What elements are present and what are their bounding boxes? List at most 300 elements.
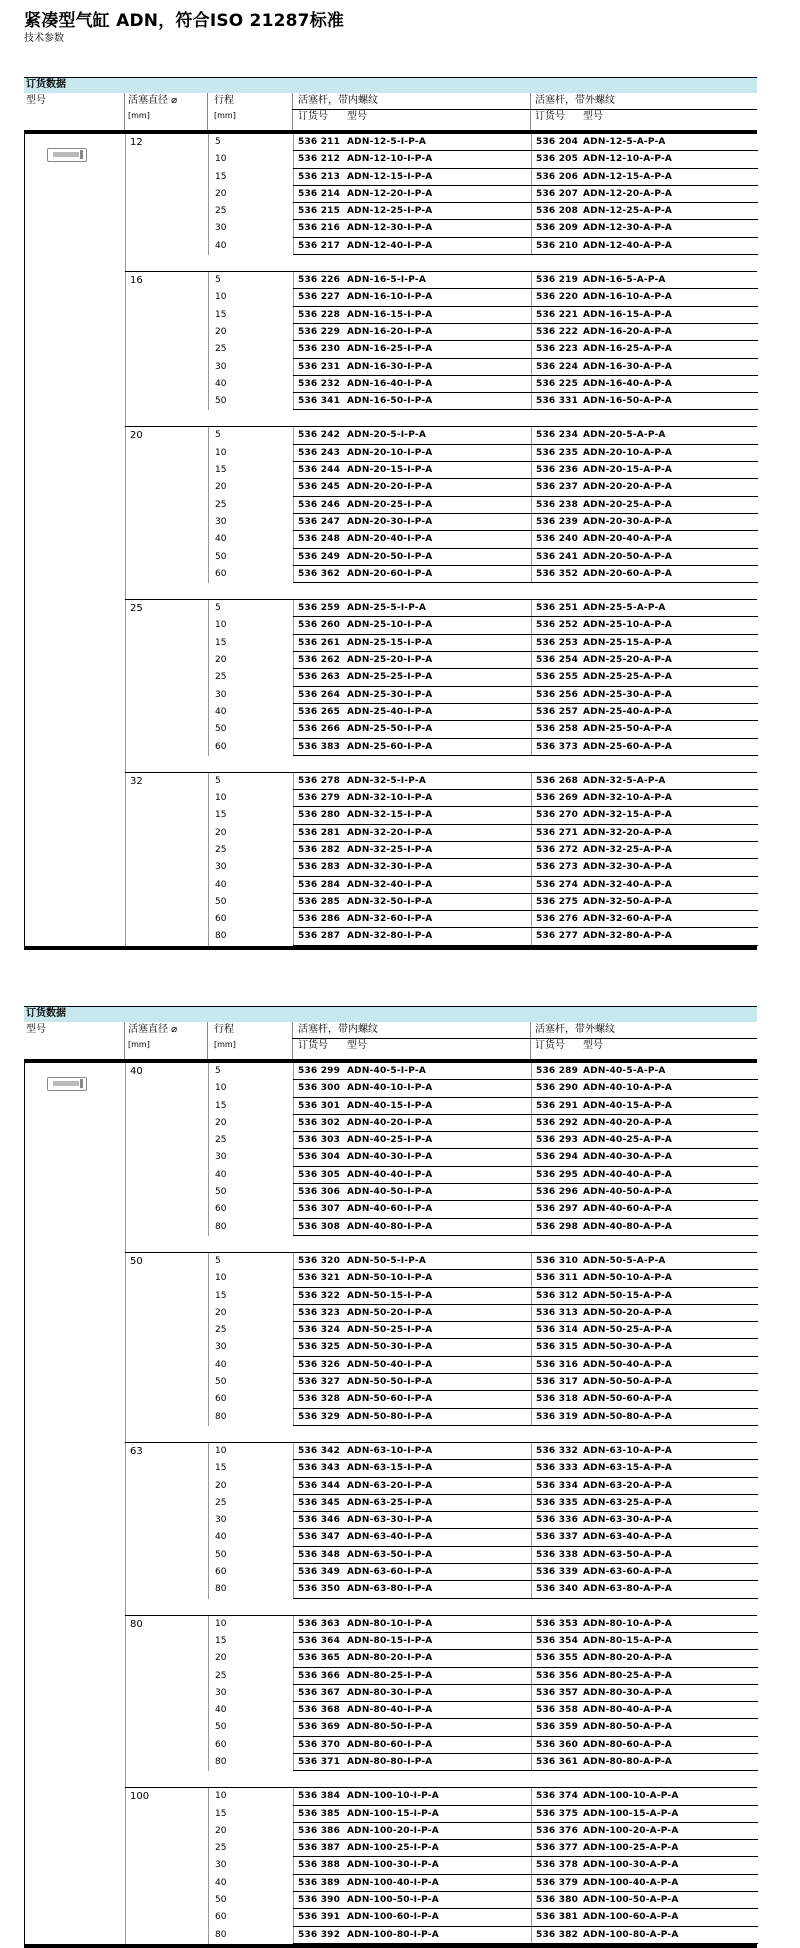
int-order-number: 536 346 [298, 1515, 341, 1526]
ext-order-number: 536 220 [536, 292, 579, 303]
int-order-number: 536 242 [298, 430, 341, 441]
stroke-value: 10 [215, 1791, 227, 1802]
int-order-number: 536 299 [298, 1066, 341, 1076]
stroke-value: 5 [215, 1066, 221, 1076]
ext-order-number: 536 297 [536, 1204, 579, 1215]
int-model-code: ADN-80-80-I-P-A [347, 1756, 433, 1767]
int-model-code: ADN-40-20-I-P-A [347, 1117, 433, 1128]
stroke-value: 40 [215, 706, 227, 717]
int-model-code: ADN-50-60-I-P-A [347, 1394, 433, 1405]
stroke-value: 40 [215, 1169, 227, 1180]
order-no-label-ext: 订货号 [535, 111, 565, 122]
int-model-code: ADN-20-30-I-P-A [347, 516, 433, 527]
ext-order-number: 536 339 [536, 1567, 579, 1578]
table-row [25, 894, 757, 911]
ext-order-number: 536 373 [536, 741, 579, 752]
ext-model-code: ADN-20-20-A-P-A [583, 482, 673, 493]
table-row [25, 1219, 757, 1236]
ext-order-number: 536 209 [536, 223, 579, 234]
group-spacer [25, 1236, 757, 1252]
ext-model-code: ADN-32-40-A-P-A [583, 879, 673, 890]
piston-diameter: 63 [130, 1445, 143, 1457]
ext-order-number: 536 375 [536, 1808, 579, 1819]
int-model-code: ADN-100-40-I-P-A [347, 1877, 439, 1888]
ext-model-code: ADN-40-50-A-P-A [583, 1187, 673, 1198]
ext-order-number: 536 334 [536, 1480, 579, 1491]
ext-model-code: ADN-50-60-A-P-A [583, 1394, 673, 1405]
table-row [25, 1391, 757, 1408]
ext-order-number: 536 317 [536, 1377, 579, 1388]
header-divider [124, 1022, 125, 1059]
ext-model-code: ADN-63-50-A-P-A [583, 1549, 673, 1560]
int-order-number: 536 284 [298, 879, 341, 890]
table-row [25, 635, 757, 652]
int-order-number: 536 278 [298, 775, 341, 786]
ext-model-code: ADN-32-80-A-P-A [583, 931, 673, 942]
ext-order-number: 536 270 [536, 810, 579, 821]
stroke-value: 40 [215, 1532, 227, 1543]
int-order-number: 536 231 [298, 361, 341, 372]
ext-order-number: 536 206 [536, 171, 579, 182]
stroke-value: 80 [215, 931, 227, 942]
ext-order-number: 536 378 [536, 1860, 579, 1871]
ext-model-code: ADN-32-25-A-P-A [583, 844, 673, 855]
type-label: 型号 [26, 1024, 46, 1035]
ext-order-number: 536 354 [536, 1635, 579, 1646]
int-order-number: 536 246 [298, 499, 341, 510]
int-model-code: ADN-25-10-I-P-A [347, 620, 433, 631]
ext-model-code: ADN-12-10-A-P-A [583, 154, 673, 165]
int-model-code: ADN-100-20-I-P-A [347, 1825, 439, 1836]
table-row [25, 911, 757, 928]
column-divider [125, 1426, 126, 1442]
int-order-number: 536 367 [298, 1687, 341, 1698]
stroke-value: 10 [215, 620, 227, 631]
stroke-value: 15 [215, 1808, 227, 1819]
int-model-code: ADN-20-10-I-P-A [347, 447, 433, 458]
int-order-number: 536 305 [298, 1169, 341, 1180]
ext-model-code: ADN-100-60-A-P-A [583, 1912, 679, 1923]
ext-model-code: ADN-50-15-A-P-A [583, 1290, 673, 1301]
table-row [25, 238, 757, 255]
stroke-value: 25 [215, 1325, 227, 1336]
table-row [25, 341, 757, 358]
table-row [25, 549, 757, 566]
stroke-value: 60 [215, 1204, 227, 1215]
stroke-value: 80 [215, 1756, 227, 1767]
header-rule [530, 1038, 757, 1039]
int-model-code: ADN-63-20-I-P-A [347, 1480, 433, 1491]
table-row [25, 151, 757, 168]
group-spacer [25, 410, 757, 426]
ext-model-code: ADN-100-20-A-P-A [583, 1825, 679, 1836]
ext-order-number: 536 238 [536, 499, 579, 510]
stroke-value: 10 [215, 1273, 227, 1284]
int-model-code: ADN-40-50-I-P-A [347, 1187, 433, 1198]
ext-model-code: ADN-63-25-A-P-A [583, 1497, 673, 1508]
table-row [25, 669, 757, 686]
int-model-code: ADN-20-25-I-P-A [347, 499, 433, 510]
ext-model-code: ADN-80-40-A-P-A [583, 1705, 673, 1716]
ext-model-code: ADN-25-20-A-P-A [583, 655, 673, 666]
table-row [25, 1529, 757, 1546]
diameter-label: 活塞直径 ⌀ [128, 1024, 178, 1035]
ext-order-number: 536 380 [536, 1895, 579, 1906]
group-spacer [25, 255, 757, 271]
ext-model-code: ADN-25-50-A-P-A [583, 724, 673, 735]
ext-order-number: 536 258 [536, 724, 579, 735]
stroke-value: 80 [215, 1221, 227, 1232]
ext-order-number: 536 277 [536, 931, 579, 942]
ext-model-code: ADN-32-15-A-P-A [583, 810, 673, 821]
diameter-group [25, 272, 757, 410]
table-body [24, 134, 757, 946]
ext-model-code: ADN-25-15-A-P-A [583, 637, 673, 648]
ext-order-number: 536 313 [536, 1307, 579, 1318]
piston-diameter: 50 [130, 1255, 143, 1267]
table-row [25, 687, 757, 704]
ext-order-number: 536 257 [536, 706, 579, 717]
int-model-code: ADN-25-5-I-P-A [347, 603, 426, 614]
int-order-number: 536 226 [298, 275, 341, 286]
ext-order-number: 536 210 [536, 240, 579, 251]
int-model-code: ADN-32-50-I-P-A [347, 896, 433, 907]
table-row [25, 1409, 757, 1426]
int-model-code: ADN-100-15-I-P-A [347, 1808, 439, 1819]
int-model-code: ADN-50-5-I-P-A [347, 1255, 426, 1266]
table-row [25, 1460, 757, 1477]
int-model-code: ADN-16-10-I-P-A [347, 292, 433, 303]
header-divider [530, 1022, 531, 1059]
int-model-code: ADN-20-15-I-P-A [347, 465, 433, 476]
int-model-code: ADN-25-25-I-P-A [347, 672, 433, 683]
ext-model-code: ADN-63-60-A-P-A [583, 1567, 673, 1578]
table-row [25, 1650, 757, 1667]
ext-model-code: ADN-50-10-A-P-A [583, 1273, 673, 1284]
table-row [25, 531, 757, 548]
stroke-value: 15 [215, 309, 227, 320]
int-model-code: ADN-12-25-I-P-A [347, 206, 433, 217]
ext-model-code: ADN-16-5-A-P-A [583, 275, 666, 286]
int-order-number: 536 347 [298, 1532, 341, 1543]
ext-order-number: 536 235 [536, 447, 579, 458]
int-order-number: 536 280 [298, 810, 341, 821]
int-order-number: 536 301 [298, 1100, 341, 1111]
ext-order-number: 536 360 [536, 1739, 579, 1750]
ext-order-number: 536 222 [536, 326, 579, 337]
table-row [25, 704, 757, 721]
ext-order-number: 536 312 [536, 1290, 579, 1301]
header-divider [124, 93, 125, 130]
int-order-number: 536 324 [298, 1325, 341, 1336]
int-model-code: ADN-32-60-I-P-A [347, 914, 433, 925]
int-model-code: ADN-80-10-I-P-A [347, 1618, 433, 1629]
int-model-code: ADN-100-60-I-P-A [347, 1912, 439, 1923]
ext-order-number: 536 338 [536, 1549, 579, 1560]
int-order-number: 536 308 [298, 1221, 341, 1232]
ext-model-code: ADN-50-25-A-P-A [583, 1325, 673, 1336]
table-row [25, 859, 757, 876]
stroke-unit: [mm] [214, 111, 236, 120]
stroke-value: 40 [215, 534, 227, 545]
ext-model-code: ADN-50-20-A-P-A [583, 1307, 673, 1318]
int-model-code: ADN-63-60-I-P-A [347, 1567, 433, 1578]
order-no-label-ext: 订货号 [535, 1040, 565, 1051]
table-row [25, 1581, 757, 1598]
ext-model-code: ADN-20-5-A-P-A [583, 430, 666, 441]
order-data-label: 订货数据 [26, 1008, 66, 1019]
ext-model-code: ADN-50-40-A-P-A [583, 1359, 673, 1370]
int-order-number: 536 321 [298, 1273, 341, 1284]
stroke-value: 5 [215, 775, 221, 786]
header-rule [530, 109, 757, 110]
int-order-number: 536 287 [298, 931, 341, 942]
int-order-number: 536 264 [298, 689, 341, 700]
table-row [25, 462, 757, 479]
stroke-value: 20 [215, 1653, 227, 1664]
int-model-code: ADN-50-10-I-P-A [347, 1273, 433, 1284]
table-header [24, 77, 757, 130]
table-bottom-rule [24, 1944, 757, 1948]
ext-model-code: ADN-16-15-A-P-A [583, 309, 673, 320]
stroke-value: 10 [215, 793, 227, 804]
stroke-value: 60 [215, 741, 227, 752]
stroke-value: 30 [215, 1342, 227, 1353]
ext-order-number: 536 251 [536, 603, 579, 614]
ext-model-code: ADN-100-15-A-P-A [583, 1808, 679, 1819]
ext-model-code: ADN-80-80-A-P-A [583, 1756, 673, 1767]
table-row [25, 790, 757, 807]
ext-order-number: 536 240 [536, 534, 579, 545]
ext-model-code: ADN-80-15-A-P-A [583, 1635, 673, 1646]
stroke-value: 20 [215, 482, 227, 493]
piston-diameter: 40 [130, 1066, 143, 1077]
table-row [25, 928, 757, 945]
stroke-value: 60 [215, 1739, 227, 1750]
ext-order-number: 536 289 [536, 1066, 579, 1076]
stroke-value: 20 [215, 326, 227, 337]
ext-model-code: ADN-100-50-A-P-A [583, 1895, 679, 1906]
stroke-value: 50 [215, 1895, 227, 1906]
ext-order-number: 536 219 [536, 275, 579, 286]
column-divider [125, 1599, 126, 1615]
stroke-value: 10 [215, 1618, 227, 1629]
stroke-value: 30 [215, 223, 227, 234]
int-model-code: ADN-50-15-I-P-A [347, 1290, 433, 1301]
int-model-code: ADN-40-25-I-P-A [347, 1135, 433, 1146]
table-row [25, 393, 757, 410]
table-row [25, 186, 757, 203]
int-order-number: 536 369 [298, 1722, 341, 1733]
table-row [25, 1167, 757, 1184]
int-order-number: 536 307 [298, 1204, 341, 1215]
int-order-number: 536 214 [298, 188, 341, 199]
ext-model-code: ADN-20-50-A-P-A [583, 551, 673, 562]
int-order-number: 536 389 [298, 1877, 341, 1888]
ext-order-number: 536 275 [536, 896, 579, 907]
int-model-code: ADN-40-10-I-P-A [347, 1083, 433, 1094]
table-row [25, 773, 757, 790]
ext-order-number: 536 221 [536, 309, 579, 320]
diameter-group [25, 600, 757, 756]
column-divider [125, 410, 126, 426]
table-row [25, 1115, 757, 1132]
internal-thread-label: 活塞杆，带内螺纹 [298, 1024, 378, 1035]
ext-model-code: ADN-40-80-A-P-A [583, 1221, 673, 1232]
header-divider [207, 93, 208, 130]
ext-model-code: ADN-16-50-A-P-A [583, 396, 673, 407]
ext-model-code: ADN-32-50-A-P-A [583, 896, 673, 907]
table-row [25, 1564, 757, 1581]
int-order-number: 536 229 [298, 326, 341, 337]
table-row [25, 600, 757, 617]
ext-order-number: 536 236 [536, 465, 579, 476]
int-model-code: ADN-25-30-I-P-A [347, 689, 433, 700]
ext-order-number: 536 381 [536, 1912, 579, 1923]
table-row [25, 1305, 757, 1322]
int-order-number: 536 303 [298, 1135, 341, 1146]
int-model-code: ADN-25-60-I-P-A [347, 741, 433, 752]
ext-model-code: ADN-63-30-A-P-A [583, 1515, 673, 1526]
int-order-number: 536 216 [298, 223, 341, 234]
ext-model-code: ADN-20-15-A-P-A [583, 465, 673, 476]
ext-order-number: 536 315 [536, 1342, 579, 1353]
type-label: 型号 [26, 95, 46, 106]
stroke-value: 60 [215, 1912, 227, 1923]
row-rule [531, 945, 758, 946]
ext-order-number: 536 353 [536, 1618, 579, 1629]
int-model-code: ADN-12-20-I-P-A [347, 188, 433, 199]
column-divider [125, 255, 126, 271]
ext-order-number: 536 355 [536, 1653, 579, 1664]
order-table-1 [24, 77, 757, 950]
table-row [25, 324, 757, 341]
ext-model-code: ADN-12-20-A-P-A [583, 188, 673, 199]
table-row [25, 1633, 757, 1650]
external-thread-label: 活塞杆，带外螺纹 [535, 95, 615, 106]
model-label-ext: 型号 [583, 111, 603, 122]
order-no-label-int: 订货号 [298, 1040, 328, 1051]
stroke-value: 40 [215, 1359, 227, 1370]
ext-model-code: ADN-16-20-A-P-A [583, 326, 673, 337]
piston-diameter: 32 [130, 775, 143, 787]
int-model-code: ADN-12-15-I-P-A [347, 171, 433, 182]
table-row [25, 427, 757, 444]
table-row [25, 1270, 757, 1287]
int-model-code: ADN-63-80-I-P-A [347, 1584, 433, 1595]
table-row [25, 807, 757, 824]
column-divider [125, 1236, 126, 1252]
ext-model-code: ADN-25-5-A-P-A [583, 603, 666, 614]
int-model-code: ADN-20-50-I-P-A [347, 551, 433, 562]
int-model-code: ADN-50-50-I-P-A [347, 1377, 433, 1388]
table-row [25, 1857, 757, 1874]
int-order-number: 536 320 [298, 1255, 341, 1266]
ext-model-code: ADN-50-50-A-P-A [583, 1377, 673, 1388]
int-model-code: ADN-63-25-I-P-A [347, 1497, 433, 1508]
int-order-number: 536 244 [298, 465, 341, 476]
ext-model-code: ADN-50-30-A-P-A [583, 1342, 673, 1353]
int-model-code: ADN-40-5-I-P-A [347, 1066, 426, 1076]
int-model-code: ADN-63-15-I-P-A [347, 1463, 433, 1474]
stroke-value: 50 [215, 396, 227, 407]
int-model-code: ADN-16-30-I-P-A [347, 361, 433, 372]
int-order-number: 536 260 [298, 620, 341, 631]
ext-model-code: ADN-12-30-A-P-A [583, 223, 673, 234]
int-order-number: 536 279 [298, 793, 341, 804]
ext-order-number: 536 374 [536, 1791, 579, 1802]
ext-order-number: 536 205 [536, 154, 579, 165]
int-model-code: ADN-63-30-I-P-A [347, 1515, 433, 1526]
int-order-number: 536 248 [298, 534, 341, 545]
table-row [25, 1374, 757, 1391]
stroke-value: 40 [215, 1877, 227, 1888]
internal-thread-label: 活塞杆，带内螺纹 [298, 95, 378, 106]
stroke-value: 50 [215, 551, 227, 562]
diameter-label: 活塞直径 ⌀ [128, 95, 178, 106]
int-model-code: ADN-20-40-I-P-A [347, 534, 433, 545]
external-thread-label: 活塞杆，带外螺纹 [535, 1024, 615, 1035]
ext-order-number: 536 311 [536, 1273, 579, 1284]
header-divider [207, 1022, 208, 1059]
ext-model-code: ADN-25-25-A-P-A [583, 672, 673, 683]
stroke-value: 10 [215, 1083, 227, 1094]
table-row [25, 1288, 757, 1305]
int-order-number: 536 266 [298, 724, 341, 735]
int-order-number: 536 391 [298, 1912, 341, 1923]
ext-order-number: 536 239 [536, 516, 579, 527]
int-order-number: 536 386 [298, 1825, 341, 1836]
int-order-number: 536 348 [298, 1549, 341, 1560]
diameter-group [25, 1253, 757, 1426]
group-spacer [25, 1771, 757, 1787]
table-row [25, 1063, 757, 1080]
ext-model-code: ADN-40-5-A-P-A [583, 1066, 666, 1076]
table-row [25, 1702, 757, 1719]
piston-diameter: 25 [130, 603, 143, 615]
table-row [25, 1495, 757, 1512]
int-order-number: 536 364 [298, 1635, 341, 1646]
int-model-code: ADN-12-5-I-P-A [347, 137, 426, 147]
ext-order-number: 536 359 [536, 1722, 579, 1733]
stroke-value: 10 [215, 292, 227, 303]
int-model-code: ADN-50-80-I-P-A [347, 1411, 433, 1422]
int-model-code: ADN-80-15-I-P-A [347, 1635, 433, 1646]
int-model-code: ADN-16-25-I-P-A [347, 344, 433, 355]
int-order-number: 536 385 [298, 1808, 341, 1819]
ext-order-number: 536 223 [536, 344, 579, 355]
int-model-code: ADN-25-15-I-P-A [347, 637, 433, 648]
table-row [25, 497, 757, 514]
int-model-code: ADN-16-15-I-P-A [347, 309, 433, 320]
ext-model-code: ADN-40-25-A-P-A [583, 1135, 673, 1146]
group-spacer [25, 583, 757, 599]
header-divider [292, 1022, 293, 1059]
stroke-value: 15 [215, 171, 227, 182]
stroke-value: 80 [215, 1584, 227, 1595]
int-model-code: ADN-25-20-I-P-A [347, 655, 433, 666]
ext-order-number: 536 377 [536, 1843, 579, 1854]
stroke-value: 50 [215, 724, 227, 735]
ext-order-number: 536 336 [536, 1515, 579, 1526]
stroke-value: 20 [215, 188, 227, 199]
ext-model-code: ADN-25-60-A-P-A [583, 741, 673, 752]
stroke-value: 15 [215, 1635, 227, 1646]
table-row [25, 739, 757, 756]
ext-order-number: 536 332 [536, 1445, 579, 1456]
ext-order-number: 536 310 [536, 1255, 579, 1266]
int-order-number: 536 262 [298, 655, 341, 666]
